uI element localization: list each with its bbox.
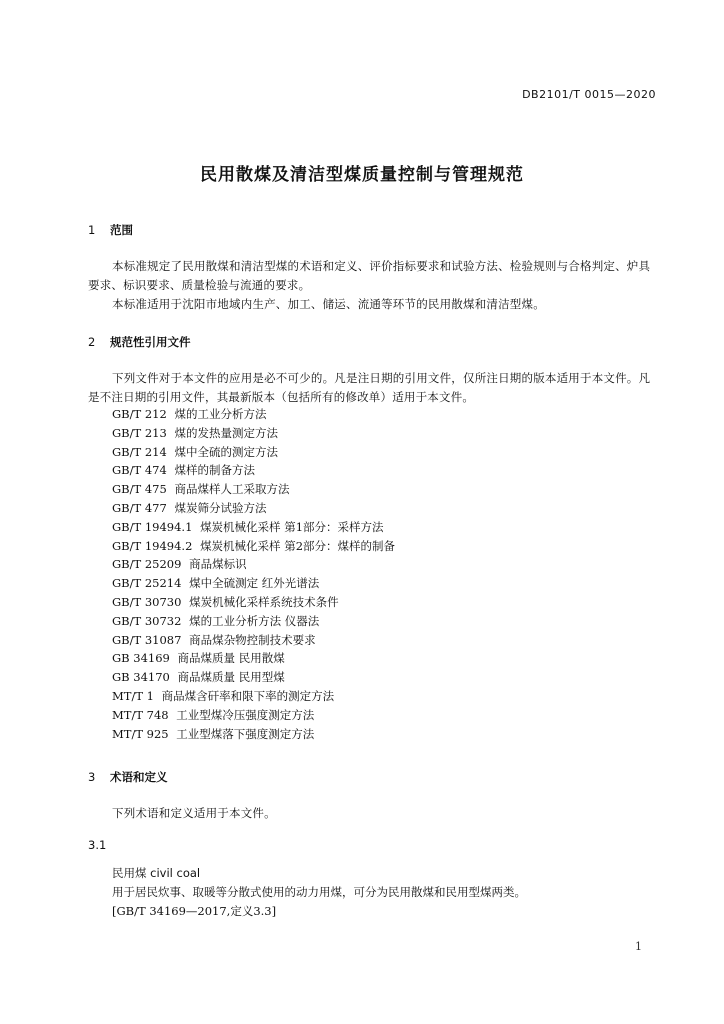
list-item [112, 461, 395, 480]
list-item [112, 725, 395, 744]
term-name: 民用煤 civil coal [112, 866, 201, 880]
reference-name: 煤炭机械化采样 第2部分：煤样的制备 [200, 538, 396, 553]
list-item [112, 480, 395, 499]
reference-code: GB/T 475 [112, 482, 167, 497]
reference-code: GB/T 25209 [112, 557, 182, 572]
section-number: 1 [88, 223, 96, 237]
reference-code: MT/T 925 [112, 726, 169, 741]
reference-name: 商品煤含矸率和限下率的测定方法 [161, 688, 335, 703]
reference-code: MT/T 1 [112, 688, 154, 703]
section-2-heading [88, 334, 191, 350]
list-item [112, 443, 395, 462]
standard-code: DB2101/T 0015—2020 [522, 88, 656, 101]
reference-code: GB/T 212 [112, 407, 167, 421]
reference-name: 煤中全硫的测定方法 [174, 444, 278, 459]
reference-code: GB/T 30730 [112, 594, 182, 609]
list-item [112, 424, 395, 443]
reference-code: GB 34170 [112, 670, 170, 685]
reference-name: 煤中全硫测定 红外光谱法 [189, 576, 320, 591]
reference-name: 商品煤质量 民用型煤 [177, 670, 285, 685]
reference-code: GB/T 30732 [112, 613, 182, 628]
reference-code: GB/T 474 [112, 463, 167, 478]
reference-code: GB/T 25214 [112, 576, 182, 591]
reference-code: GB/T 214 [112, 444, 167, 459]
reference-name: 商品煤杂物控制技术要求 [189, 632, 316, 647]
reference-code: GB/T 19494.2 [112, 538, 193, 553]
reference-name: 工业型煤冷压强度测定方法 [176, 707, 315, 722]
reference-code: GB/T 477 [112, 500, 167, 515]
section-3-heading [88, 769, 168, 785]
reference-name: 商品煤标识 [189, 557, 247, 572]
reference-name: 商品煤样人工采取方法 [174, 482, 290, 497]
subsection-number: 3.1 [88, 838, 107, 852]
term-source: [GB/T 34169—2017,定义3.3] [112, 904, 277, 918]
list-item [112, 537, 395, 556]
references-intro: 下列文件对于本文件的应用是必不可少的。凡是注日期的引用文件，仅所注日期的版本适用于本文件。凡是不注日期的引用文件，其最新版本（包括所有的修改单）适用于本文件。 [88, 371, 651, 404]
reference-name: 煤的工业分析方法 仪器法 [189, 613, 320, 628]
reference-code: GB/T 31087 [112, 632, 182, 647]
list-item [112, 706, 395, 725]
reference-name: 工业型煤落下强度测定方法 [176, 726, 315, 741]
list-item [112, 612, 395, 631]
list-item [112, 649, 395, 668]
reference-code: GB/T 19494.1 [112, 519, 193, 534]
list-item [112, 499, 395, 518]
list-item [112, 555, 395, 574]
section-number: 3 [88, 770, 96, 784]
reference-code: GB/T 213 [112, 425, 167, 440]
reference-name: 煤样的制备方法 [174, 463, 255, 478]
section-title: 术语和定义 [110, 770, 168, 784]
list-item [112, 574, 395, 593]
reference-name: 煤炭机械化采样系统技术条件 [189, 594, 339, 609]
document-title: 民用散煤及清洁型煤质量控制与管理规范 [200, 165, 524, 185]
list-item [112, 518, 395, 537]
list-item [112, 668, 395, 687]
list-item [112, 687, 395, 706]
page-number: 1 [635, 940, 642, 953]
term-definition: 用于居民炊事、取暖等分散式使用的动力用煤，可分为民用散煤和民用型煤两类。 [112, 885, 526, 899]
applicability-paragraph: 本标准适用于沈阳市地域内生产、加工、储运、流通等环节的民用散煤和清洁型煤。 [112, 297, 545, 311]
section-title: 范围 [110, 223, 134, 237]
section-1-heading [88, 222, 133, 238]
reference-name: 煤的工业分析方法 [174, 407, 267, 421]
term-entry [112, 864, 526, 921]
reference-code: MT/T 748 [112, 707, 169, 722]
reference-name: 商品煤质量 民用散煤 [177, 651, 285, 666]
reference-code: GB 34169 [112, 651, 170, 666]
reference-name: 煤的发热量测定方法 [174, 425, 278, 440]
scope-paragraph: 本标准规定了民用散煤和清洁型煤的术语和定义、评价指标要求和试验方法、检验规则与合格判定、炉具要求、标识要求、质量检验与流通的要求。 [88, 259, 651, 292]
terms-intro: 下列术语和定义适用于本文件。 [112, 806, 276, 820]
list-item [112, 593, 395, 612]
list-item [112, 631, 395, 650]
section-number: 2 [88, 335, 96, 349]
reference-name: 煤炭筛分试验方法 [174, 500, 267, 515]
list-item [112, 405, 395, 424]
reference-list [112, 405, 395, 743]
reference-name: 煤炭机械化采样 第1部分：采样方法 [200, 519, 384, 534]
section-title: 规范性引用文件 [110, 335, 191, 349]
